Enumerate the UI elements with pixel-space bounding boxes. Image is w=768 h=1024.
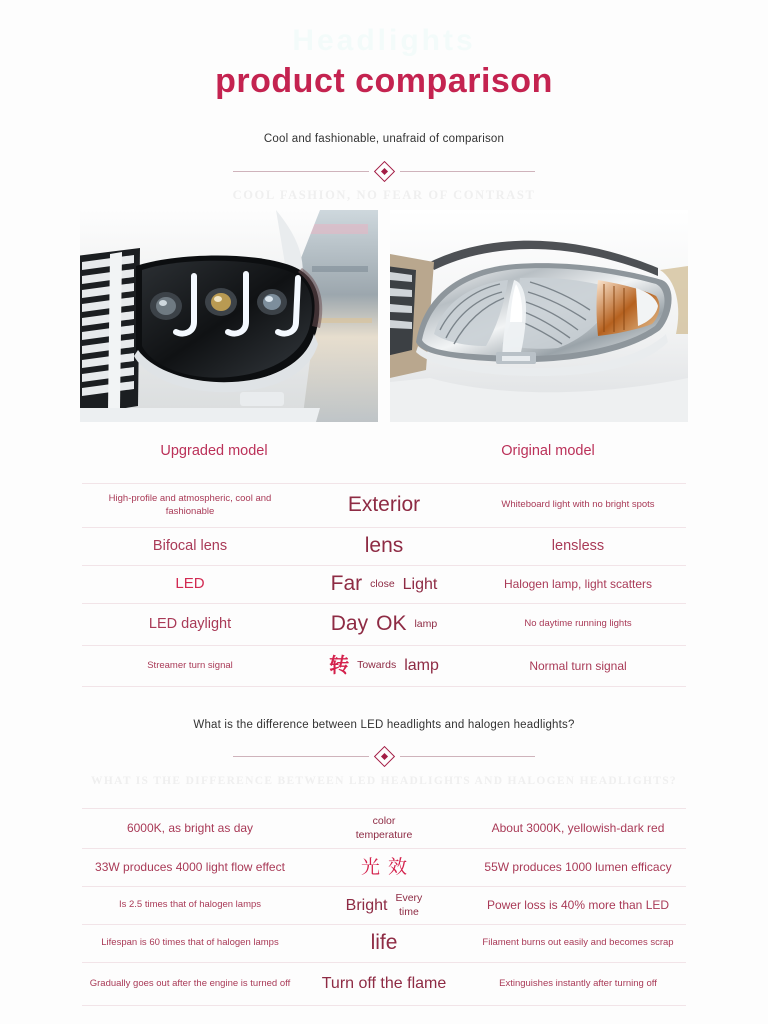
- row-upgraded-value: Is 2.5 times that of halogen lamps: [118, 899, 262, 911]
- table-row: [82, 924, 686, 962]
- attribute-word: lens: [364, 534, 404, 558]
- row-upgraded-value: High-profile and atmospheric, cool and fashionable: [108, 492, 272, 517]
- attribute-word: Turn off the flame: [321, 975, 447, 993]
- page-subtitle: Cool and fashionable, unafraid of comparison: [263, 133, 505, 145]
- table-row: [82, 527, 686, 565]
- photo-upgraded-led: [80, 210, 378, 422]
- row-original-value: Power loss is 40% more than LED: [486, 898, 670, 913]
- row-attribute-label: [298, 649, 470, 684]
- table-row: [82, 603, 686, 645]
- row-original-value: Filament burns out easily and becomes scrap: [482, 937, 674, 949]
- row-attribute-label: [298, 606, 470, 642]
- table-row: [82, 565, 686, 603]
- attribute-word: lamp: [404, 657, 439, 675]
- row-upgraded-value: Bifocal lens: [152, 537, 228, 554]
- ghost-heading-top: COOL FASHION, NO FEAR OF CONTRAST: [232, 188, 536, 202]
- divider-line-left: [233, 171, 369, 172]
- row-original-value: Normal turn signal: [529, 658, 627, 673]
- attribute-word: Towards: [357, 659, 397, 672]
- attribute-word: Bright: [345, 896, 388, 914]
- row-attribute-label: [298, 969, 470, 999]
- column-header-original: Original model: [501, 443, 595, 459]
- attribute-word: OK: [376, 612, 407, 636]
- row-original-value: Halogen lamp, light scatters: [503, 577, 653, 592]
- photo-row: [80, 210, 688, 422]
- photo-original-halogen: [390, 210, 688, 422]
- row-attribute-label: [298, 487, 470, 523]
- comparison-table-performance: [82, 808, 686, 1006]
- row-upgraded-value: 6000K, as bright as day: [126, 821, 254, 836]
- watermark-text: Headlights: [292, 24, 476, 57]
- attribute-word: close: [370, 577, 395, 590]
- row-attribute-label: [298, 566, 470, 602]
- row-attribute-label: [298, 925, 470, 961]
- diamond-icon: [373, 745, 394, 766]
- row-attribute-label: [298, 811, 470, 845]
- row-original-value: Extinguishes instantly after turning off: [499, 977, 657, 989]
- row-attribute-label: [298, 851, 470, 885]
- table-row: [82, 483, 686, 527]
- table-row: [82, 886, 686, 924]
- divider-line-right: [400, 756, 536, 757]
- row-attribute-label: [298, 528, 470, 564]
- section2-title: What is the difference between LED headlights and halogen headlights?: [193, 719, 575, 731]
- divider-line-left: [233, 756, 369, 757]
- divider-section2: [233, 745, 535, 767]
- table-row: [82, 848, 686, 886]
- row-original-value: Whiteboard light with no bright spots: [501, 499, 655, 511]
- attribute-word: color temperature: [355, 815, 413, 841]
- row-original-value: About 3000K, yellowish-dark red: [491, 821, 665, 836]
- row-attribute-label: [298, 888, 470, 922]
- row-upgraded-value: LED: [175, 575, 205, 593]
- row-upgraded-value: 33W produces 4000 light flow effect: [95, 860, 285, 875]
- row-original-value: lensless: [551, 537, 605, 554]
- attribute-word: 转: [329, 654, 350, 677]
- page-title: product comparison: [215, 62, 553, 100]
- attribute-word: 光: [360, 856, 380, 878]
- row-upgraded-value: LED daylight: [148, 615, 232, 632]
- row-original-value: No daytime running lights: [524, 618, 632, 630]
- attribute-word: Every time: [395, 892, 423, 918]
- row-upgraded-value: Lifespan is 60 times that of halogen lamps: [101, 937, 279, 949]
- divider-line-right: [400, 171, 536, 172]
- comparison-table-exterior: [82, 483, 686, 687]
- diamond-icon: [373, 160, 394, 181]
- attribute-word: lamp: [414, 617, 438, 630]
- ghost-heading-section2: WHAT IS THE DIFFERENCE BETWEEN LED HEADLIGHTS AND HALOGEN HEADLIGHTS?: [91, 775, 677, 787]
- attribute-word: Day: [330, 612, 369, 636]
- table-row: [82, 645, 686, 687]
- row-upgraded-value: Streamer turn signal: [147, 659, 233, 671]
- attribute-word: Light: [402, 575, 438, 593]
- attribute-word: Far: [330, 572, 363, 596]
- column-header-upgraded: Upgraded model: [160, 443, 268, 459]
- row-upgraded-value: Gradually goes out after the engine is turned off: [89, 977, 291, 989]
- attribute-word: life: [370, 931, 398, 955]
- table-row: [82, 808, 686, 848]
- divider-top: [233, 160, 535, 182]
- attribute-word: Exterior: [347, 493, 421, 517]
- table-row: [82, 962, 686, 1006]
- row-original-value: 55W produces 1000 lumen efficacy: [484, 860, 672, 875]
- attribute-word: 效: [388, 856, 408, 878]
